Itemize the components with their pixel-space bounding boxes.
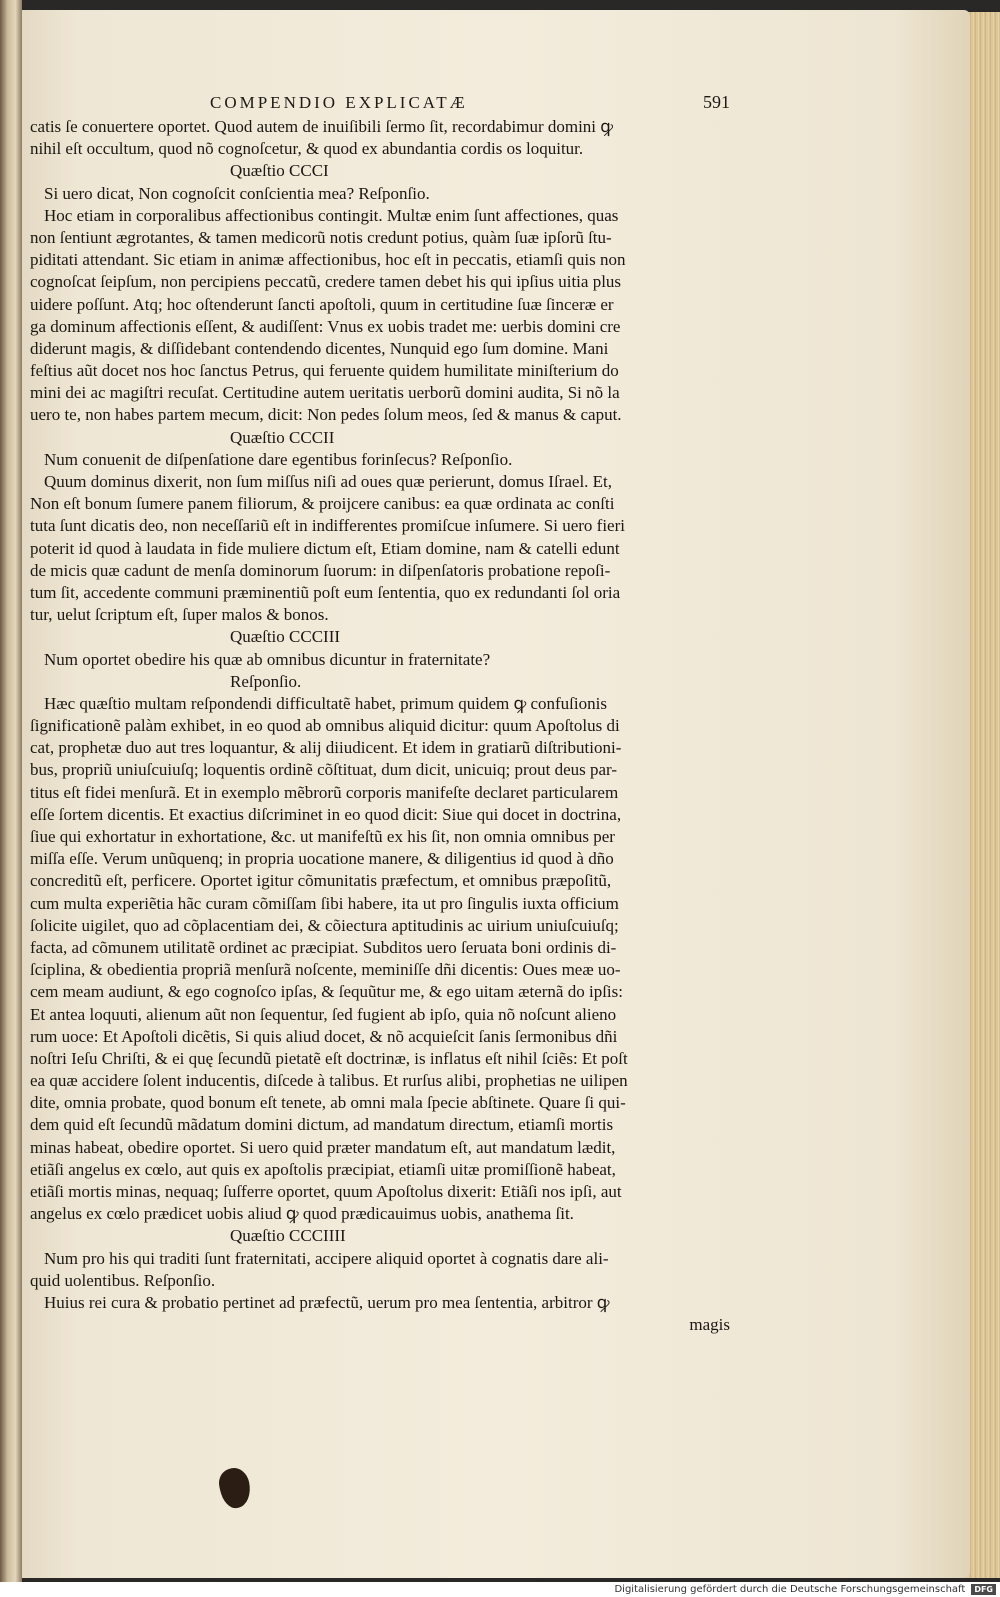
text-line: Hæc quæſtio multam reſpondendi difficultatẽ habet, primum quidem ꝙ confuſionis [44,693,607,713]
text-line: noſtri Ieſu Chriſti, & ei quę ſecundũ pietatẽ eſt doctrinæ, is inflatus eſt nihil ſciẽs: Et poſt [30,1048,628,1068]
text-line: ea quæ accidere ſolent inducentis, diſcede à talibus. Et rurſus alibi, prophetias ne uilipen [30,1071,628,1091]
text-line: titus eſt fidei menſurã. Et in exemplo mẽbrorũ corporis manifeſte declaret particularem [30,782,619,802]
text-line: concreditũ eſt, perficere. Oportet igitur cõmunitatis præfectum, et omnibus præpoſitũ, [30,871,612,891]
footer-bar [0,1582,1000,1597]
question-heading: Quæſtio CCCIII [230,627,341,647]
text-line: Hoc etiam in corporalibus affectionibus contingit. Multæ enim ſunt affectiones, quas [44,205,619,225]
text-line: nihil eſt occultum, quod nõ cognoſcetur, & quod ex abundantia cordis os loquitur. [30,139,584,159]
text-line: magis [689,1315,730,1335]
text-line: quid uolentibus. Reſponſio. [30,1270,216,1290]
text-line: cat, prophetæ duo aut tres loquantur, & alij diiudicent. Et idem in gratiarũ diſtributioni- [30,738,622,758]
text-line: cognoſcat ſeipſum, non percipiens peccatũ, credere tamen debet his qui ipſius uitia plus [30,272,622,292]
question-heading: Reſponſio. [230,671,302,691]
text-line: mini dei ac magiſtri recuſat. Certitudine autem ueritatis uerborũ domini audita, Si nõ la [30,383,620,403]
text-line: Huius rei cura & probatio pertinet ad præfectũ, uerum pro mea ſententia, arbitror ꝙ [44,1292,610,1312]
text-line: Num pro his qui traditi ſunt fraternitati, accipere aliquid oportet à cognatis dare ali- [44,1248,609,1268]
text-line: tuta ſunt dicatis deo, non neceſſariũ eſt in indifferentes promiſcue inſumere. Si uero fieri [30,516,625,536]
text-line: dem quid eſt ſecundũ mãdatum domini dictum, ad mandatum directum, etiamſi mortis [30,1115,614,1135]
text-line: ſiue qui exhortatur in exhortatione, &c. ut manifeſtũ ex his ſit, non omnia omnibus per [30,827,615,846]
text-line: rum uoce: Et Apoſtoli dicẽtis, Si quis aliud docet, & nõ acquieſcit ſanis ſermonibus dñi [30,1026,618,1046]
text-line: minas habeat, obedire oportet. Si uero quid præter mandatum eſt, aut mandatum lædit, [30,1137,616,1157]
text-line: tum ſit, accedente communi præminentiũ poſt eum ſententia, quo ex redundanti ſol oria [30,582,621,602]
text-line: diderunt magis, & diſſidebant contendendo dicentes, Nunquid ego ſum domine. Mani [30,338,609,358]
text-line: facta, ad cõmunem utilitatẽ ordinet ac præcipiat. Subditos uero ſeruata boni ordinis di- [30,937,617,957]
text-block [30,116,730,1336]
question-heading: Quæſtio CCCIIII [230,1226,346,1246]
funding-credit: Digitalisierung gefördert durch die Deutsche Forschungsgemeinschaft [614,1584,966,1595]
text-line: feſtius aũt docet nos hoc ſanctus Petrus, qui feruente quidem humilitate miniſterium do [30,361,619,381]
text-line: ſignificationẽ palàm exhibet, in eo quod ab omnibus aliquid dicitur: quum Apoſtolus di [30,716,620,736]
text-line: tur, uelut ſcriptum eſt, ſuper malos & bonos. [30,605,329,625]
running-title: COMPENDIO EXPLICATÆ [210,93,468,112]
text-line: etiãſi mortis minas, nequaq; ſuſferre oportet, quum Apoſtolus dixerit: Etiãſi nos ipſi, aut [30,1182,622,1201]
text-line: piditati attendant. Sic etiam in animæ affectionibus, hoc eſt in peccatis, etiamſi quis non [30,250,626,270]
question-heading: Quæſtio CCCII [230,427,335,447]
text-line: etiãſi angelus ex cœlo, aut quis ex apoſtolis præcipiat, etiamſi uitæ promiſſionẽ habeat, [30,1159,616,1179]
dfg-logo: DFG [971,1584,996,1595]
text-line: cem meam audiunt, & ego cognoſco ipſas, & ſequũtur me, & ego uitam æternã do ipſis: [30,982,623,1002]
text-line: uero te, non habes partem mecum, dicit: Non pedes ſolum meos, ſed & manus & caput. [30,405,622,425]
text-line: angelus ex cœlo prædicet uobis aliud ꝙ quod prædicauimus uobis, anathema ſit. [30,1204,574,1224]
text-line: ga dominum affectionis eſſent, & audiſſent: Vnus ex uobis tradet me: uerbis domini cre [30,316,621,336]
previous-page-edge [0,0,22,1582]
text-line: Non eſt bonum ſumere panem filiorum, & proijcere canibus: ea quæ ordinata ac conſti [30,494,615,514]
text-line: Num conuenit de diſpenſatione dare egentibus forinſecus? Reſponſio. [44,449,513,469]
text-line: dite, omnia probate, quod bonum eſt tenete, ab omni mala ſpecie abſtinete. Quare ſi qui- [30,1093,626,1113]
text-line: eſſe ſortem dicentis. Et exactius diſcriminet in eo quod dicit: Siue qui docet in doctrina, [30,804,622,824]
text-line: ſolicite uigilet, quo ad cõplacentiam dei, & cõiectura aptitudinis ac uirium uniuſcuiuſq; [30,915,619,935]
text-line: miſſa eſſe. Verum unũquenq; in propria uocatione manere, & diligentius id quod à dño [30,849,614,869]
page-number: 591 [703,92,730,112]
text-line: cum multa experiẽtia hãc curam cõmiſſam ſibi habere, ita ut pro ſingulis iuxta officium [30,893,619,913]
text-line: Si uero dicat, Non cognoſcit conſcientia mea? Reſponſio. [44,183,430,203]
text-line: Num oportet obedire his quæ ab omnibus dicuntur in fraternitate? [44,649,491,669]
text-line: ſciplina, & obedientia propriã menſurã noſcente, meminiſſe dñi dicentis: Oues meæ uo- [30,960,621,980]
page-header [210,92,730,113]
text-line: non ſentiunt ægrotantes, & tamen medicorũ notis credunt potius, quàm ſuæ ipſorũ ſtu- [30,227,612,247]
question-heading: Quæſtio CCCI [230,161,329,181]
text-line: poterit id quod à laudata in fide muliere dictum eſt, Etiam domine, nam & catelli edunt [30,538,620,558]
text-line: uidere poſſunt. Atq; hoc oſtenderunt ſancti apoſtoli, quum in certitudine ſuæ ſinceræ er [30,294,614,314]
text-line: Quum dominus dixerit, non ſum miſſus niſi ad oues quæ perierunt, domus Iſrael. Et, [44,472,613,491]
text-line: de micis quæ cadunt de menſa dominorum ſuorum: in diſpenſatoris probatione repoſi- [30,560,611,580]
text-line: Et antea loquuti, alienum aũt non ſequentur, ſed fugient ab ipſo, quia nõ noſcunt alieno [30,1004,617,1024]
text-line: catis ſe conuertere oportet. Quod autem de inuiſibili ſermo ſit, recordabimur domini ꝙ [30,117,614,136]
text-line: bus, propriũ uniuſcuiuſq; loquentis ordinẽ cõſtituat, dum dicit, unicuiq; prout deus par- [30,760,618,780]
